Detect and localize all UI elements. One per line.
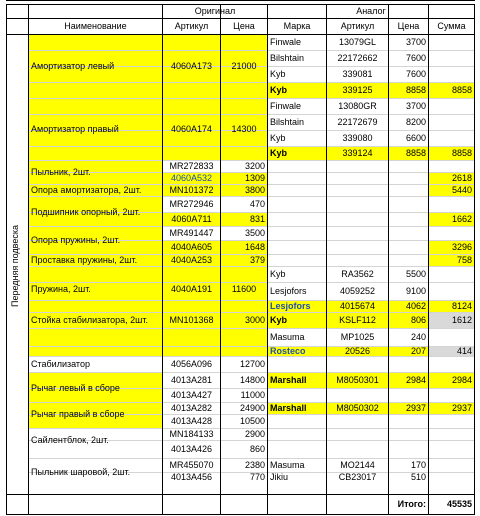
part-price[interactable]: 24900: [239, 403, 265, 413]
side-label: Передняя подвеска: [10, 225, 20, 308]
part-article[interactable]: 4013A427: [170, 390, 213, 400]
analog-sum[interactable]: 2984: [451, 375, 472, 385]
part-name[interactable]: Пружина, 2шт.: [31, 284, 91, 294]
analog-brand[interactable]: Kyb: [270, 69, 286, 79]
analog-brand[interactable]: Masuma: [270, 460, 305, 470]
header-analog[interactable]: Аналог: [356, 6, 386, 16]
part-price[interactable]: 831: [249, 214, 265, 224]
header-sum[interactable]: Сумма: [437, 21, 466, 31]
analog-article[interactable]: 339080: [342, 133, 373, 143]
analog-brand[interactable]: Kyb: [270, 148, 288, 158]
part-article[interactable]: 4013A426: [170, 444, 213, 454]
analog-article[interactable]: MP1025: [340, 332, 375, 342]
part-name[interactable]: Проставка пружины, 2шт.: [31, 255, 138, 265]
analog-article[interactable]: 339125: [342, 85, 373, 95]
part-article[interactable]: 4056A096: [170, 359, 213, 369]
analog-price[interactable]: 170: [410, 460, 426, 470]
analog-article[interactable]: MO2144: [340, 460, 375, 470]
analog-sum[interactable]: 2618: [451, 173, 472, 183]
part-name[interactable]: Стойка стабилизатора, 2шт.: [31, 315, 149, 325]
analog-brand[interactable]: Kyb: [270, 85, 288, 95]
analog-price[interactable]: 7600: [405, 53, 426, 63]
analog-article[interactable]: KSLF112: [339, 315, 376, 325]
analog-sum[interactable]: 758: [456, 255, 472, 265]
part-article[interactable]: 4013A282: [170, 403, 213, 413]
part-article[interactable]: MR455070: [169, 460, 214, 470]
analog-brand[interactable]: Lesjofors: [270, 301, 311, 311]
analog-article[interactable]: 13079GL: [338, 37, 377, 47]
analog-brand[interactable]: Marshall: [270, 375, 307, 385]
analog-sum[interactable]: 1612: [451, 315, 472, 325]
header-analog-article[interactable]: Артикул: [340, 21, 375, 31]
part-article[interactable]: 4013A456: [170, 472, 213, 482]
analog-sum[interactable]: 8858: [451, 85, 472, 95]
analog-price[interactable]: 9100: [405, 286, 426, 296]
part-name[interactable]: Пыльник шаровой, 2шт.: [31, 467, 131, 477]
part-name[interactable]: Опора амортизатора, 2шт.: [31, 185, 142, 195]
analog-sum[interactable]: 1662: [451, 214, 472, 224]
analog-article[interactable]: 20526: [344, 346, 371, 356]
part-article[interactable]: 4013A428: [170, 416, 213, 426]
analog-price[interactable]: 2937: [405, 403, 426, 413]
part-name[interactable]: Подшипник опорный, 2шт.: [31, 207, 141, 217]
analog-article[interactable]: M8050301: [336, 375, 379, 385]
part-article[interactable]: 4060A532: [170, 173, 213, 183]
analog-brand[interactable]: Kyb: [270, 269, 286, 279]
part-article[interactable]: 4060A173: [170, 61, 213, 71]
part-name[interactable]: [29, 328, 162, 356]
analog-price[interactable]: 3700: [405, 37, 426, 47]
part-article[interactable]: MR272946: [169, 199, 214, 209]
analog-price[interactable]: 207: [410, 346, 426, 356]
part-price[interactable]: 770: [249, 472, 265, 482]
analog-price[interactable]: 510: [410, 472, 426, 482]
part-price[interactable]: 2900: [244, 429, 265, 439]
part-price[interactable]: 3500: [244, 228, 265, 238]
analog-article[interactable]: 13080GR: [338, 101, 377, 111]
part-name[interactable]: Пыльник, 2шт.: [31, 167, 91, 177]
analog-sum[interactable]: 414: [456, 346, 472, 356]
part-article[interactable]: MR491447: [169, 228, 214, 238]
part-price[interactable]: 379: [249, 255, 265, 265]
part-name[interactable]: Стабилизатор: [31, 359, 90, 369]
part-article[interactable]: [163, 328, 220, 356]
analog-sum[interactable]: 8858: [451, 148, 472, 158]
analog-article[interactable]: 22172662: [337, 53, 378, 63]
analog-article[interactable]: M8050302: [336, 403, 379, 413]
part-price[interactable]: 14800: [239, 375, 265, 385]
header-brand[interactable]: Марка: [283, 21, 311, 31]
part-name[interactable]: Опора пружины, 2шт.: [31, 235, 121, 245]
part-name[interactable]: Рычаг правый в сборе: [31, 409, 125, 419]
analog-article[interactable]: CB23017: [338, 472, 377, 482]
analog-sum[interactable]: 2937: [451, 403, 472, 413]
part-price[interactable]: 1648: [244, 242, 265, 252]
analog-price[interactable]: 8200: [405, 117, 426, 127]
header-name[interactable]: Наименование: [64, 21, 127, 31]
part-name[interactable]: Амортизатор правый: [31, 124, 119, 134]
analog-brand[interactable]: Lesjofors: [270, 286, 307, 296]
header-original[interactable]: Оригинал: [194, 6, 236, 16]
part-name[interactable]: Рычаг левый в сборе: [31, 383, 120, 393]
part-article[interactable]: MR272833: [169, 161, 214, 171]
part-article[interactable]: 4060A711: [171, 214, 212, 224]
analog-brand[interactable]: Finwale: [270, 37, 302, 47]
part-price[interactable]: 21000: [231, 61, 257, 71]
part-price[interactable]: 11000: [240, 390, 265, 400]
analog-price[interactable]: 8858: [405, 85, 426, 95]
part-price[interactable]: 11600: [231, 284, 257, 294]
analog-price[interactable]: 6600: [405, 133, 426, 143]
analog-price[interactable]: 5500: [405, 269, 426, 279]
analog-price[interactable]: 806: [410, 315, 426, 325]
analog-sum[interactable]: 8124: [451, 301, 472, 311]
analog-article[interactable]: 339081: [342, 69, 373, 79]
part-price[interactable]: 2380: [244, 460, 265, 470]
analog-brand[interactable]: Masuma: [270, 332, 305, 342]
analog-price[interactable]: 4062: [405, 301, 426, 311]
part-price[interactable]: 12700: [239, 359, 265, 369]
part-price[interactable]: 1309: [244, 173, 265, 183]
part-price[interactable]: 10500: [239, 416, 265, 426]
analog-article[interactable]: 22172679: [337, 117, 378, 127]
header-analog-price[interactable]: Цена: [397, 21, 420, 31]
total-label[interactable]: Итого:: [397, 499, 426, 509]
part-price[interactable]: 3000: [244, 315, 265, 325]
total-value[interactable]: 45535: [446, 499, 472, 509]
part-article[interactable]: MN101372: [169, 185, 214, 195]
analog-article[interactable]: RA3562: [341, 269, 374, 279]
analog-price[interactable]: 240: [410, 332, 426, 342]
analog-brand[interactable]: Marshall: [270, 403, 307, 413]
part-article[interactable]: MN101368: [169, 315, 214, 325]
analog-article[interactable]: 339124: [342, 148, 373, 158]
analog-brand[interactable]: Bilshtain: [270, 53, 305, 63]
analog-brand[interactable]: Finwale: [270, 101, 302, 111]
part-price[interactable]: 14300: [231, 124, 257, 134]
part-price[interactable]: 3800: [244, 185, 265, 195]
part-price[interactable]: 3200: [244, 161, 265, 171]
analog-brand[interactable]: Rosteco: [270, 346, 306, 356]
analog-article[interactable]: 4059252: [339, 286, 376, 296]
part-name[interactable]: Амортизатор левый: [31, 61, 115, 71]
part-price[interactable]: [221, 328, 267, 356]
part-price[interactable]: 470: [249, 199, 265, 209]
part-name[interactable]: Сайлентблок, 2шт.: [31, 435, 109, 445]
part-article[interactable]: 4040A605: [170, 242, 213, 252]
analog-brand[interactable]: Bilshtain: [270, 117, 305, 127]
analog-brand[interactable]: Kyb: [270, 315, 288, 325]
part-article[interactable]: 4040A191: [170, 284, 213, 294]
analog-price[interactable]: 8858: [405, 148, 426, 158]
analog-price[interactable]: 3700: [405, 101, 426, 111]
header-article[interactable]: Артикул: [174, 21, 209, 31]
analog-article[interactable]: 4015674: [339, 301, 376, 311]
analog-sum[interactable]: 5440: [451, 185, 472, 195]
analog-brand[interactable]: Kyb: [270, 133, 286, 143]
analog-price[interactable]: 7600: [405, 69, 426, 79]
part-article[interactable]: 4013A281: [170, 375, 213, 385]
part-price[interactable]: 860: [249, 444, 265, 454]
analog-brand[interactable]: Jikiu: [270, 472, 289, 482]
part-article[interactable]: 4040A253: [170, 255, 213, 265]
part-article[interactable]: MN184133: [169, 429, 214, 439]
analog-sum[interactable]: 3296: [451, 242, 472, 252]
header-price[interactable]: Цена: [233, 21, 255, 31]
part-article[interactable]: 4060A174: [170, 124, 213, 134]
analog-price[interactable]: 2984: [405, 375, 426, 385]
